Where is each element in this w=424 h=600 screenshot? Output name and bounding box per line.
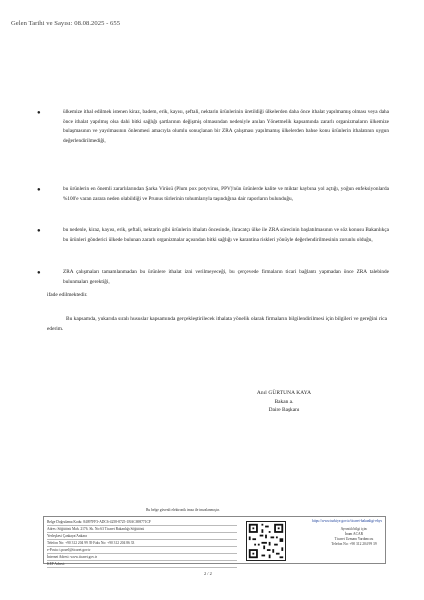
bullet-dot-icon: ●: [37, 187, 41, 193]
signatory-role: Daire Başkanı: [268, 407, 300, 414]
signature-block: [229, 389, 339, 415]
contact-label: Ayrıntılı bilgi için:: [340, 527, 368, 531]
contact-title: Ticaret Uzmanı Yardımcısı: [334, 537, 374, 541]
bullet-item: [37, 226, 389, 245]
bullet-dot-icon: ●: [37, 110, 41, 116]
bullet-dot-icon: ●: [37, 228, 41, 234]
address-line: Adres: Söğütözü Mah. 2176. Sk. No:63 Ticaret Bakanlığı Söğütözü: [47, 526, 237, 533]
signatory-name: Anıl GÜRTUNA KAYA: [256, 390, 312, 396]
bullet-text: ülkemize ithal edilmek istenen kiraz, badem, erik, kayısı, şeftali, nektarin ürünlerinin üretildiği ülkelerden daha önce ithalat yapılmamış olması veya daha önce ithalat yapılmış olsa dahi bitki sağlığı şartlarının değişmiş olmasından nedeniyle anılan Yönetmelik kapsamında zararlı organizmaların ülkemize bulaşmasının ve yayılmasının önlenmesi amacıyla olumlu sonuçlanan bir ZRA çalışması yapılmamış ülkelerden bahse konu ürünlerin ithalatının uygun değerlendirilmediği,: [63, 109, 389, 145]
bullet-dot-icon: ●: [37, 270, 41, 276]
closing-paragraph: Bu kapsamda, yukarıda sıralı hususlar kapsamında gerçekleştirilecek ithalata yönelik olarak firmaların bilgilendirilmesi için bilgileri ve gereğini rica ederim.: [47, 316, 387, 332]
contact-phone: Telefon No: +90 312 204 99 39: [331, 542, 377, 546]
phone-fax-line: Telefon No: +90 312 204 99 39 Faks No: +90 312 204 86 33: [47, 540, 237, 547]
bullet-text: bu ürünlerin en önemli zararlılarından Şarka Virüsü (Plum pox potyvirus, PPV)'nün ürünlerde kalite ve miktar kaybına yol açtığı, yoğun enfeksiyonlarda %100'e varan zarara neden olabildiği ve Prunus türlerinin tohumlarıyla taşındığına dair raporların bulunduğu,: [63, 186, 389, 202]
contact-person: [326, 527, 382, 547]
contact-name: İnam ACAR: [344, 532, 364, 536]
esign-note: Bu belge güvenli elektronik imza ile imzalanmıştır.: [146, 508, 220, 512]
closing-phrase: ifade edilmektedir.: [47, 292, 88, 298]
footer-info-box: [43, 516, 386, 564]
received-date-header: Gelen Tarihi ve Sayısı: 08.08.2025 - 655: [11, 20, 121, 27]
address-line-2: Yerleşkesi Çankaya/Ankara: [47, 533, 237, 540]
bullet-item: [37, 108, 389, 147]
footer-contact-details: [47, 519, 237, 568]
bullet-item: [37, 268, 389, 287]
footer-right-info: [258, 519, 382, 546]
bullet-item: [37, 185, 389, 204]
verification-code: Belge Doğrulama Kodu: 84097FF3-ADC6-4258-8725-1BAC698771CF: [47, 519, 237, 526]
website-line[interactable]: İnternet Adresi: www.ticaret.gov.tr: [47, 554, 237, 561]
signatory-title: Bakan a.: [274, 398, 294, 405]
page-number: 2 / 2: [204, 571, 212, 576]
qr-code-icon: [246, 521, 286, 561]
bullet-text: bu nedenle, kiraz, kayısı, erik, şeftali, nektarin gibi ürünlerin ithalatı öncesinde, ihracatçı ülke ile ZRA sürecinin başlatılmasının ve söz konusu Bakanlıkça bu ürünleri gönderici ülkede bulunan zararlı organizmalar açısından bitki sağlığı ve karantina riskleri yönüyle değerlendirilmesinin zorunlu olduğu,: [63, 227, 389, 243]
verification-url[interactable]: https://www.turkiye.gov.tr/ticaret-bakanligi-ebys: [311, 519, 382, 523]
kep-line: KEP Adresi:: [47, 561, 237, 568]
bullet-text: ZRA çalışmaları tamamlanmadan bu ürünlere ithalat izni verilmeyeceği, bu çerçevede firmaların ticari bağlantı yapmadan önce ZRA talebinde bulunmaları gerektiği,: [63, 269, 389, 285]
email-line[interactable]: e-Posta: t.pozel@ticaret.gov.tr: [47, 547, 237, 554]
